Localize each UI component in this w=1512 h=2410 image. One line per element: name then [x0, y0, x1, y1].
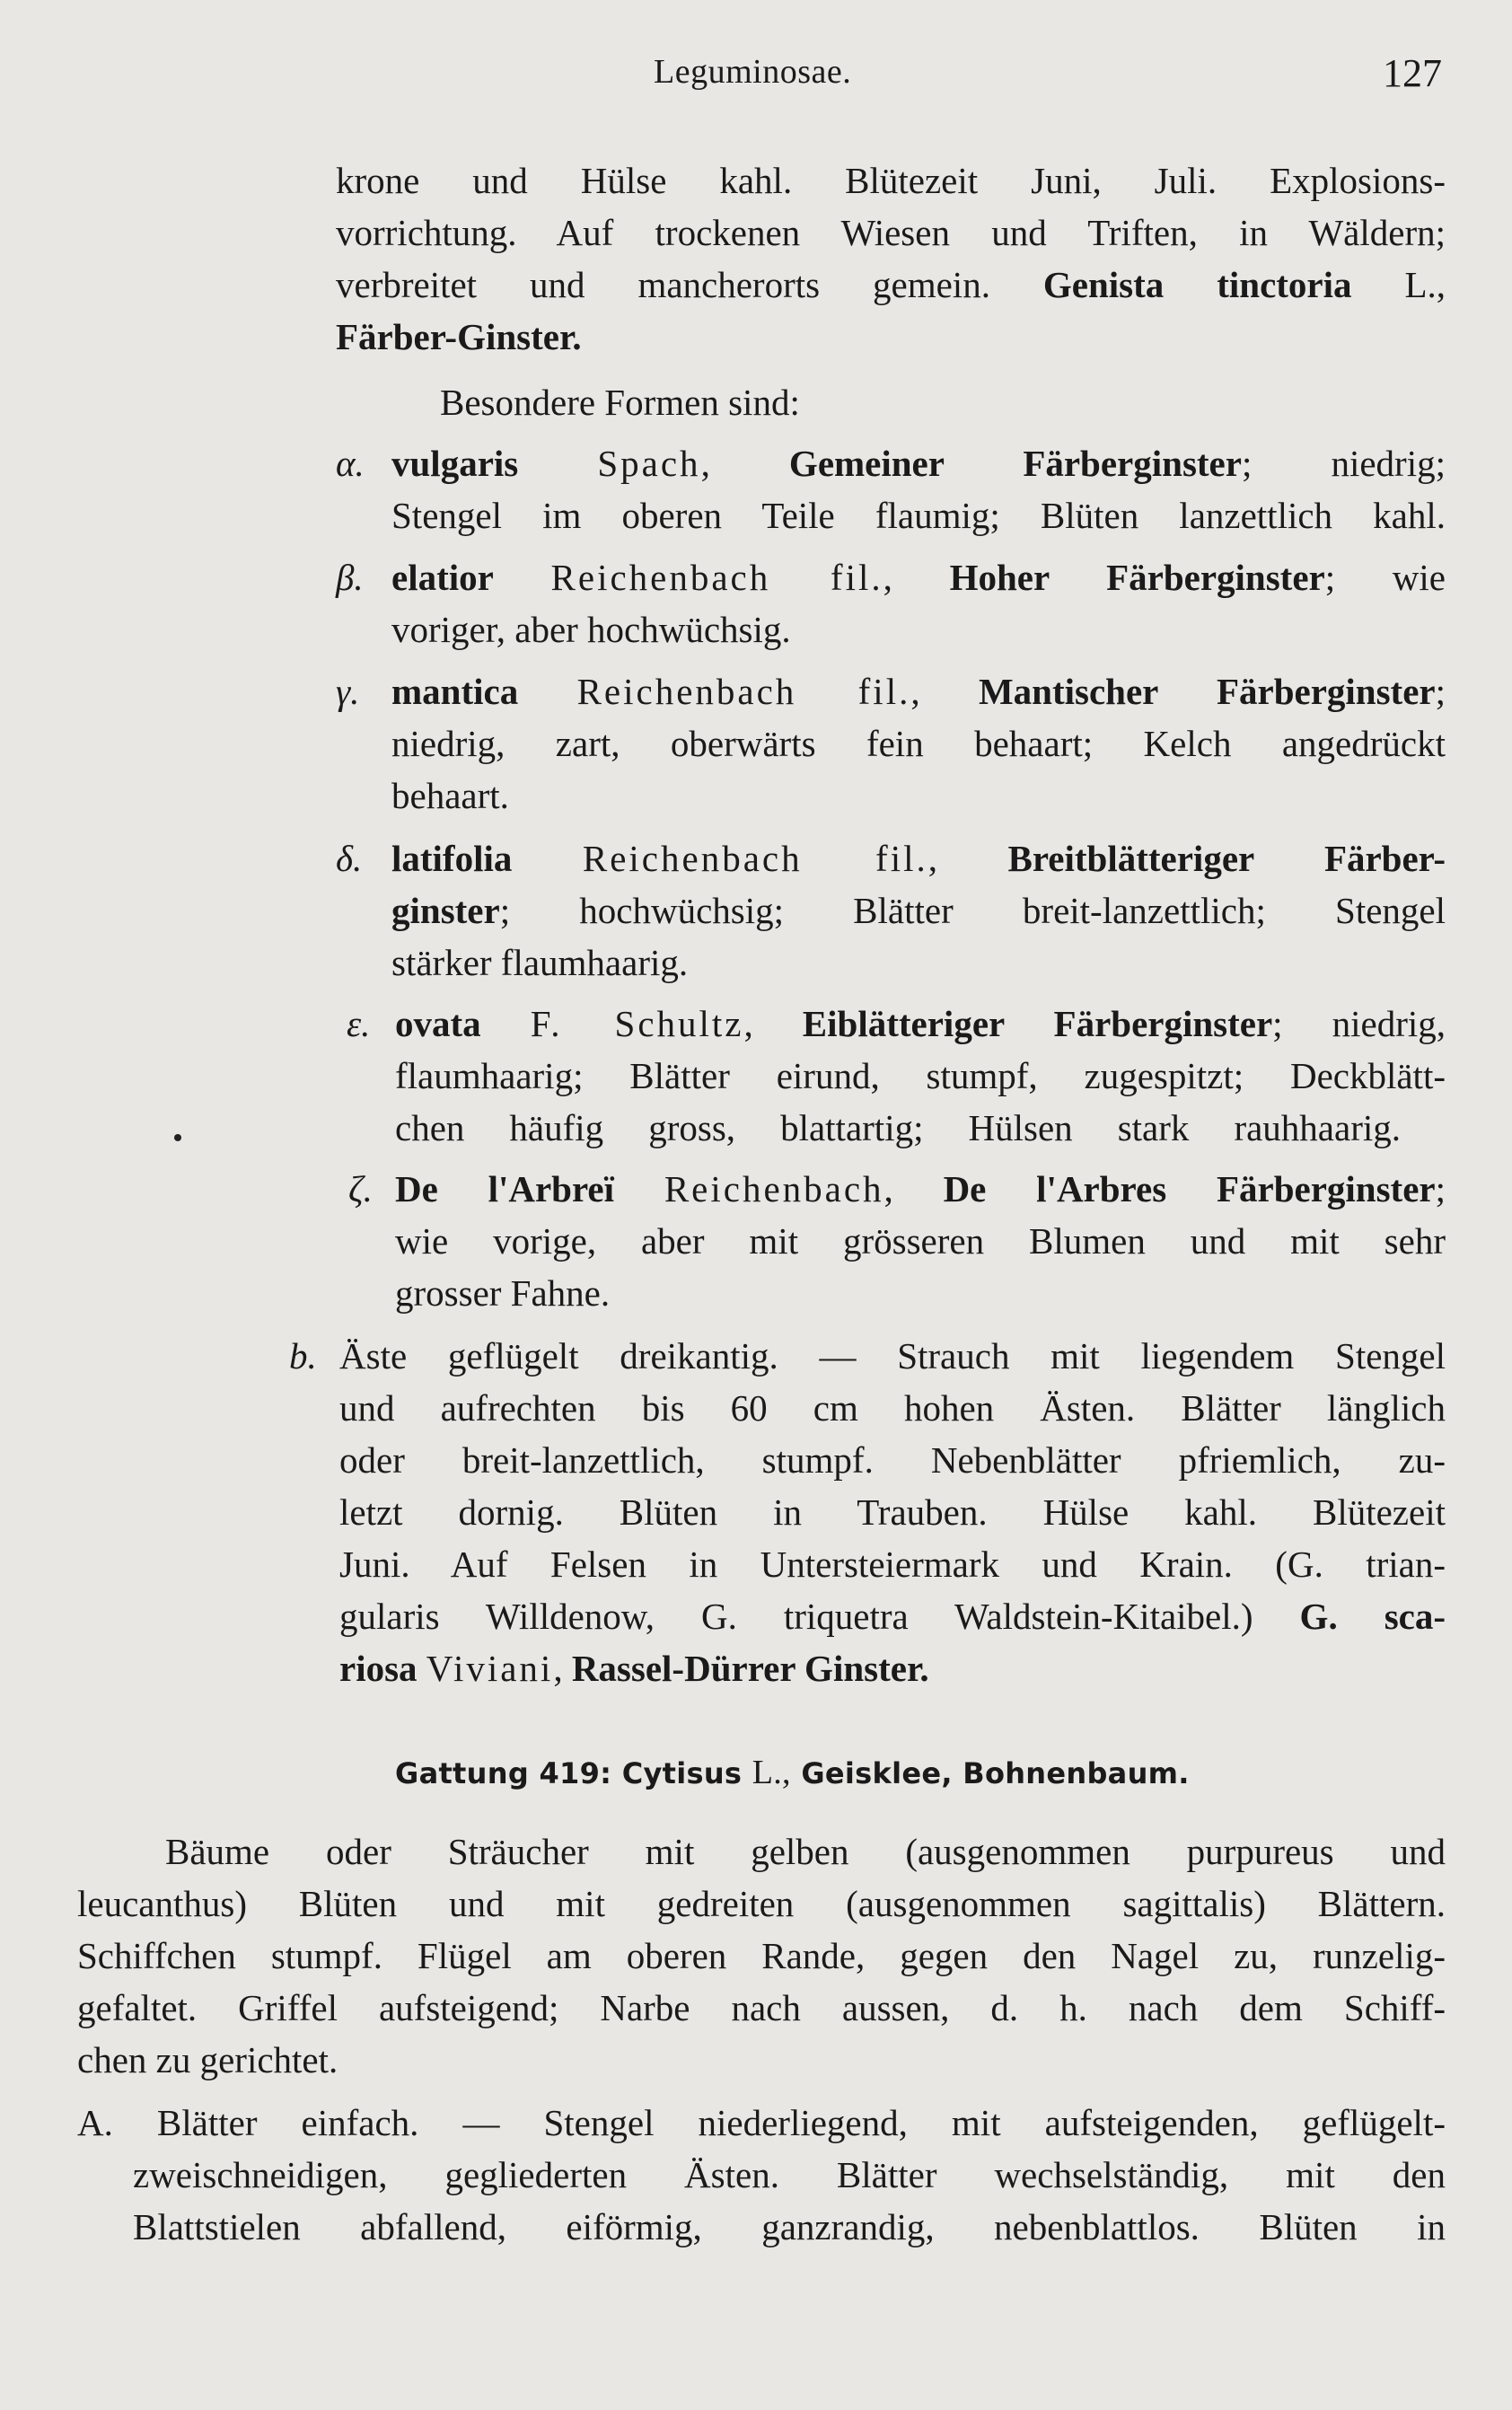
form-marker: γ. — [336, 671, 360, 712]
running-head: Leguminosae. — [654, 53, 852, 91]
ink-dot — [174, 1134, 181, 1141]
text-line: verbreitet und mancherorts gemein. Genista tinctoria L., — [336, 264, 1446, 305]
text-line: riosa Viviani, Rassel-Dürrer Ginster. — [339, 1648, 929, 1689]
form-marker: α. — [336, 443, 365, 484]
text-line: stärker flaumhaarig. — [391, 942, 689, 983]
section-marker: b. — [289, 1335, 317, 1377]
form-marker: ε. — [347, 1003, 371, 1044]
text-line: letzt dornig. Blüten in Trauben. Hülse kahl. Blütezeit — [339, 1491, 1446, 1533]
text-line: chen häufig gross, blattartig; Hülsen stark rauhhaarig. — [395, 1107, 1401, 1148]
text-line: Besondere Formen sind: — [440, 382, 800, 423]
text-line: ginster; hochwüchsig; Blätter breit-lanzettlich; Stengel — [391, 890, 1446, 931]
text-line: und aufrechten bis 60 cm hohen Ästen. Blätter länglich — [339, 1387, 1446, 1429]
species-name: Genista tinctoria — [1042, 264, 1352, 305]
text-line: flaumhaarig; Blätter eirund, stumpf, zugespitzt; Deckblätt- — [395, 1055, 1446, 1096]
text-line: Schiffchen stumpf. Flügel am oberen Rande, gegen den Nagel zu, runzelig- — [77, 1935, 1446, 1976]
form-marker: ζ. — [348, 1168, 373, 1209]
text-line: Äste geflügelt dreikantig. — Strauch mit liegendem Stengel — [339, 1335, 1446, 1377]
text-line: oder breit-lanzettlich, stumpf. Nebenblätter pfriemlich, zu- — [339, 1439, 1446, 1481]
form-gamma-line: mantica Reichenbach fil., Mantischer Färberginster; — [391, 671, 1446, 712]
text-line: A. Blätter einfach. — Stengel niederliegend, mit aufsteigenden, geflügelt- — [77, 2102, 1446, 2143]
text-line: krone und Hülse kahl. Blütezeit Juni, Juli. Explosions- — [336, 160, 1446, 201]
text-line: niedrig, zart, oberwärts fein behaart; Kelch angedrückt — [391, 723, 1446, 764]
form-epsilon-line: ovata F. Schultz, Eiblätteriger Färberginster; niedrig, — [395, 1003, 1446, 1044]
text-line: Bäume oder Sträucher mit gelben (ausgenommen purpureus und — [165, 1831, 1446, 1872]
page-header — [0, 52, 1512, 106]
text-line: Blattstielen abfallend, eiförmig, ganzrandig, nebenblattlos. Blüten in — [133, 2206, 1446, 2247]
form-zeta-line: De l'Arbreï Reichenbach, De l'Arbres Färberginster; — [395, 1168, 1446, 1209]
text-line: Juni. Auf Felsen in Untersteiermark und Krain. (G. trian- — [339, 1544, 1446, 1585]
form-beta-line: elatior Reichenbach fil., Hoher Färberginster; wie — [391, 557, 1446, 598]
text-line: gularis Willdenow, G. triquetra Waldstein-Kitaibel.) G. sca- — [339, 1596, 1446, 1637]
text-line: leucanthus) Blüten und mit gedreiten (ausgenommen sagittalis) Blättern. — [77, 1883, 1446, 1924]
text-line: chen zu gerichtet. — [77, 2039, 338, 2080]
text-line: wie vorige, aber mit grösseren Blumen und mit sehr — [395, 1220, 1446, 1262]
form-alpha-line: vulgaris Spach, Gemeiner Färberginster; niedrig; — [391, 443, 1446, 484]
text-line: voriger, aber hochwüchsig. — [391, 609, 791, 650]
text-line: zweischneidigen, gegliederten Ästen. Blätter wechselständig, mit den — [133, 2154, 1446, 2195]
text-line: behaart. — [391, 775, 509, 816]
common-name: Färber-Ginster. — [336, 316, 582, 357]
genus-heading: Gattung 419: Cytisus L., Geisklee, Bohnenbaum. — [395, 1754, 1190, 1791]
text-line: gefaltet. Griffel aufsteigend; Narbe nach aussen, d. h. nach dem Schiff- — [77, 1987, 1446, 2028]
form-marker: δ. — [336, 838, 363, 879]
text-line: Stengel im oberen Teile flaumig; Blüten lanzettlich kahl. — [391, 495, 1446, 536]
form-delta-line: latifolia Reichenbach fil., Breitblätteriger Färber- — [391, 838, 1446, 879]
page-number: 127 — [1383, 51, 1442, 95]
text-line: vorrichtung. Auf trockenen Wiesen und Triften, in Wäldern; — [336, 212, 1446, 253]
text-line: grosser Fahne. — [395, 1272, 611, 1314]
form-marker: β. — [336, 557, 364, 598]
